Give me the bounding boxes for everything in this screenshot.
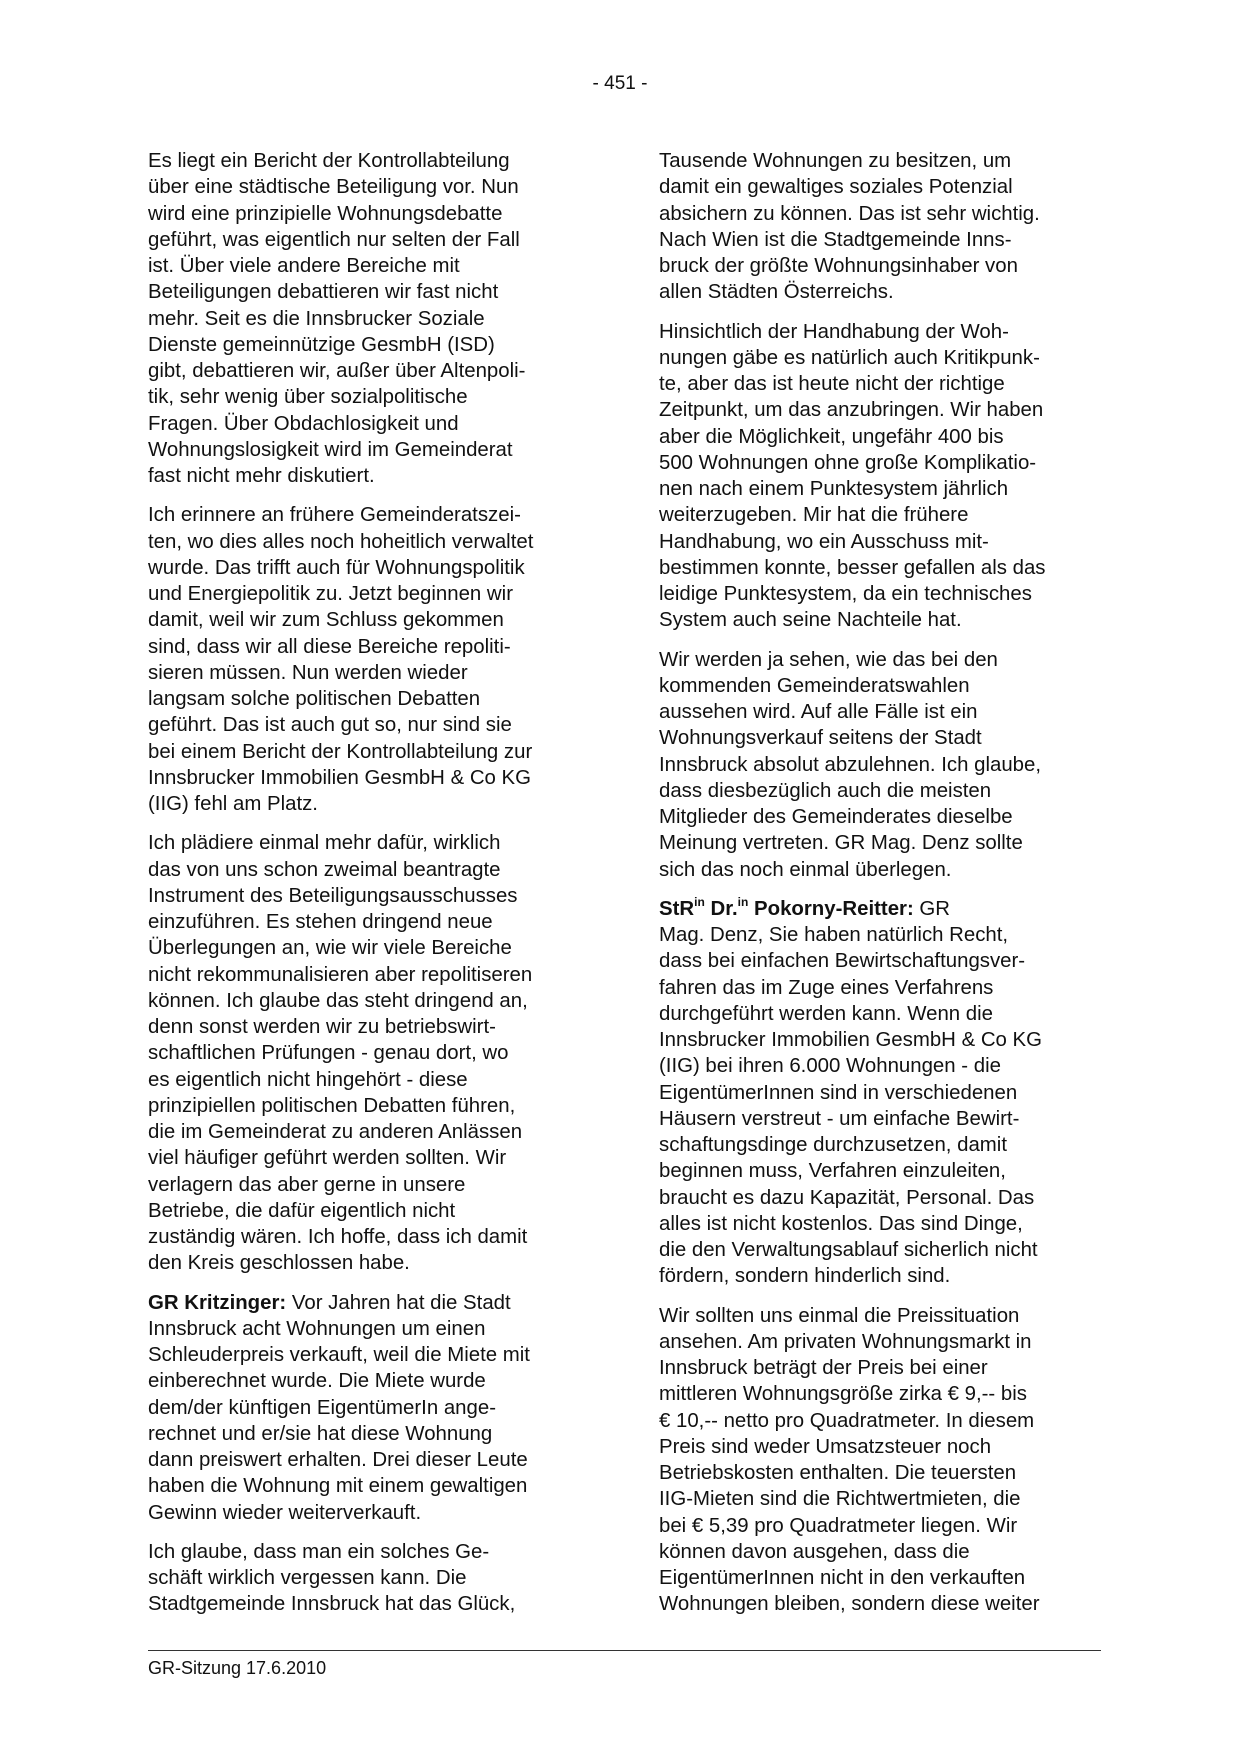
speech-text-kritzinger: Vor Jahren hat die Stadt Innsbruck acht Wohnungen um einen Schleuderpreis verkauft, weil die Miete mit einberechnet wurde. Die Miete wurde dem/der künftigen EigentümerIn ange- rechnet und er/sie hat diese Wohnung dann preiswert erhalten. Drei dieser Leute haben die Wohnung mit einem gewaltigen Gewinn wieder weiterverkauft. (148, 1291, 530, 1524)
speaker-name-kritzinger: GR Kritzinger: (148, 1291, 287, 1314)
paragraph-right-5: Wir sollten uns einmal die Preissituation ansehen. Am privaten Wohnungsmarkt in Innsbruck beträgt der Preis bei einer mittleren Wohnungsgröße zirka € 9,-- bis € 10,-- netto pro Quadratmeter. In diesem Preis sind weder Umsatzsteuer noch Betriebskosten enthalten. Die teuersten IIG-Mieten sind die Richtwertmieten, die bei € 5,39 pro Quadratmeter liegen. Wir können davon ausgehen, dass die EigentümerInnen nicht in den verkauften Wohnungen bleiben, sondern diese weiter (659, 1304, 1040, 1616)
footer-divider (148, 1650, 1101, 1651)
page-number: - 451 - (592, 73, 648, 94)
paragraph-left-1: Es liegt ein Bericht der Kontrollabteilung über eine städtische Beteiligung vor. Nun wird eine prinzipielle Wohnungsdebatte geführt, was eigentlich nur selten der Fall ist. Über viele andere Bereiche mit Beteiligungen debattieren wir fast nicht mehr. Seit es die Innsbrucker Soziale Dienste gemeinnützige GesmbH (ISD) gibt, debattieren wir, außer über Altenpoli- tik, sehr wenig über sozialpolitische Fragen. Über Obdachlosigkeit und Wohnungslosigkeit wird im Gemeinderat fast nicht mehr diskutiert. (148, 150, 526, 487)
paragraph-left-2: Ich erinnere an frühere Gemeinderatszei- ten, wo dies alles noch hoheitlich verwaltet wurde. Das trifft auch für Wohnungspolitik und Energiepolitik zu. Jetzt beginnen wir damit, weil wir zum Schluss gekommen sind, dass wir all diese Bereiche repoliti- sieren müssen. Nun werden wieder langsam solche politischen Debatten geführt. Das ist auch gut so, nur sind sie bei einem Bericht der Kontrollabteilung zur Innsbrucker Immobilien GesmbH & Co KG (IIG) fehl am Platz. (148, 504, 534, 815)
footer-session-date: GR-Sitzung 17.6.2010 (148, 1658, 327, 1678)
paragraph-right-1: Tausende Wohnungen zu besitzen, um damit ein gewaltiges soziales Potenzial absichern zu können. Das ist sehr wichtig. Nach Wien ist die Stadtgemeinde Inns- bruck der größte Wohnungsinhaber von allen Städten Österreichs. (659, 150, 1040, 304)
speaker-surname: Pokorny-Reitter: (748, 897, 914, 920)
speaker-title-str: StR (659, 897, 695, 920)
paragraph-left-5: Ich glaube, dass man ein solches Ge- schäft wirklich vergessen kann. Die Stadtgemeinde Innsbruck hat das Glück, (148, 1540, 516, 1616)
paragraph-left-3: Ich plädiere einmal mehr dafür, wirklich das von uns schon zweimal beantragte Instrument des Beteiligungsausschusses einzuführen. Es stehen dringend neue Überlegungen an, wie wir viele Bereiche nicht rekommunalisieren aber repolitiseren können. Ich glaube das steht dringend an, denn sonst werden wir zu betriebswirt- schaftlichen Prüfungen - genau dort, wo es eigentlich nicht hingehört - diese prinzipiellen politischen Debatten führen, die im Gemeinderat zu anderen Anlässen viel häufiger geführt werden sollten. Wir verlagern das aber gerne in unsere Betriebe, die dafür eigentlich nicht zuständig wären. Ich hoffe, dass ich damit den Kreis geschlossen habe. (148, 832, 533, 1275)
speaker-title-suffix-2: in (737, 894, 749, 909)
right-column (659, 148, 1101, 1631)
left-column (148, 148, 588, 1631)
paragraph-right-4 (659, 896, 1101, 1290)
paragraph-left-4 (148, 1290, 588, 1526)
speaker-title-dr: Dr. (704, 897, 738, 920)
speaker-name-pokorny-reitter (659, 894, 914, 920)
paragraph-right-2: Hinsichtlich der Handhabung der Woh- nungen gäbe es natürlich auch Kritikpunk- te, aber das ist heute nicht der richtige Zeitpunkt, um das anzubringen. Wir haben aber die Möglichkeit, ungefähr 400 bis 500 Wohnungen ohne große Komplikatio- nen nach einem Punktesystem jährlich weiterzugeben. Mir hat die frühere Handhabung, wo ein Ausschuss mit- bestimmen konnte, besser gefallen als das leidige Punktesystem, da ein technisches System auch seine Nachteile hat. (659, 320, 1046, 632)
speaker-title-suffix-1: in (694, 894, 705, 909)
paragraph-right-3: Wir werden ja sehen, wie das bei den kommenden Gemeinderatswahlen aussehen wird. Auf alle Fälle ist ein Wohnungsverkauf seitens der Stadt Innsbruck absolut abzulehnen. Ich glaube, dass diesbezüglich auch die meisten Mitglieder des Gemeinderates dieselbe Meinung vertreten. GR Mag. Denz sollte sich das noch einmal überlegen. (659, 648, 1042, 881)
speech-text-pokorny-reitter: GR Mag. Denz, Sie haben natürlich Recht, dass bei einfachen Bewirtschaftungsver- fahren das im Zuge eines Verfahrens durchgeführt werden kann. Wenn die Innsbrucker Immobilien GesmbH & Co KG (IIG) bei ihren 6.000 Wohnungen - die EigentümerInnen sind in verschiedenen Häusern verstreut - um einfache Bewirt- schaftungsdinge durchzusetzen, damit beginnen muss, Verfahren einzuleiten, braucht es dazu Kapazität, Personal. Das alles ist nicht kostenlos. Das sind Dinge, die den Verwaltungsablauf sicherlich nicht fördern, sondern hinderlich sind. (659, 897, 1043, 1288)
